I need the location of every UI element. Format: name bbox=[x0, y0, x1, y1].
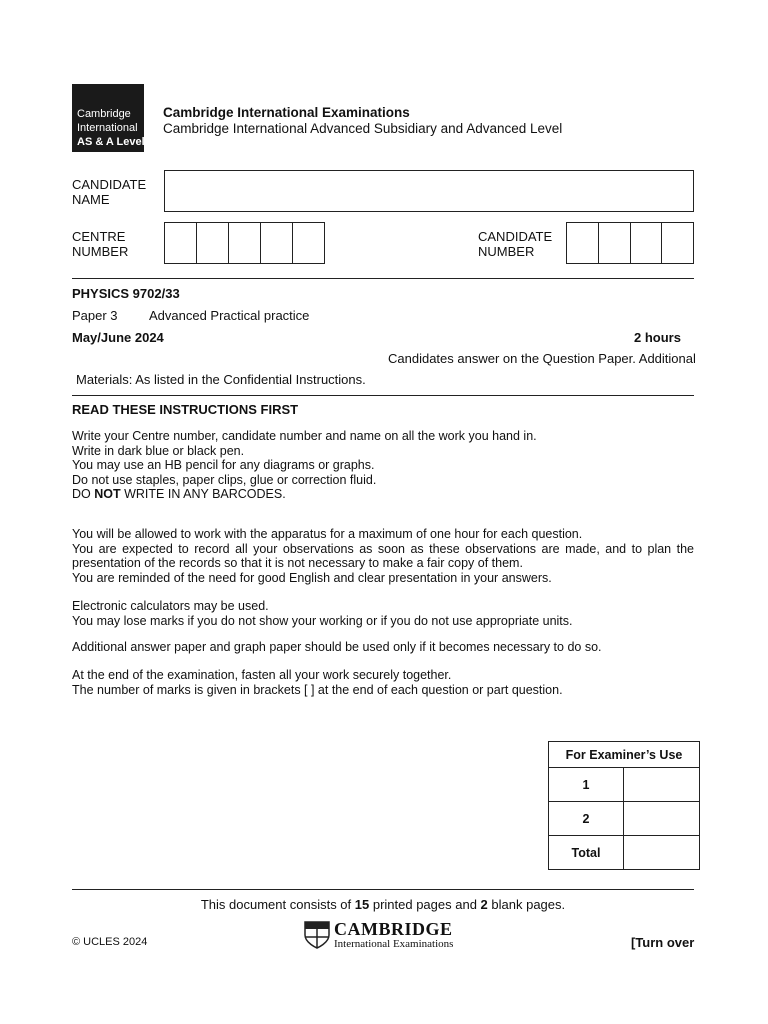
logo-line-2: International bbox=[77, 122, 138, 134]
instruction-line: You are reminded of the need for good English and clear presentation in your answers. bbox=[72, 570, 552, 585]
examiner-use-table bbox=[548, 741, 700, 870]
instruction-line: You may lose marks if you do not show your working or if you do not use appropriate units. bbox=[72, 613, 573, 628]
logo-line-1: Cambridge bbox=[77, 108, 131, 120]
examiner-mark-cell[interactable] bbox=[624, 768, 700, 802]
examiner-mark-cell[interactable] bbox=[624, 802, 700, 836]
instruction-line: Additional answer paper and graph paper should be used only if it becomes necessary to do so. bbox=[72, 640, 602, 654]
cambridge-logo bbox=[72, 84, 144, 152]
divider bbox=[72, 278, 694, 279]
candidate-name-label: CANDIDATE NAME bbox=[72, 177, 147, 207]
instructions-block-1 bbox=[72, 429, 694, 502]
examiner-row-label: 2 bbox=[549, 802, 624, 836]
instruction-line: You will be allowed to work with the apparatus for a maximum of one hour for each question. bbox=[72, 527, 583, 541]
examiner-row-label: Total bbox=[549, 836, 624, 870]
header-title: Cambridge International Examinations bbox=[163, 105, 410, 120]
exam-duration: 2 hours bbox=[634, 330, 681, 345]
candidate-number-label: CANDIDATE NUMBER bbox=[478, 229, 553, 259]
materials: Materials: As listed in the Confidential Instructions. bbox=[76, 372, 366, 387]
divider bbox=[72, 889, 694, 890]
cambridge-wordmark-sub: International Examinations bbox=[334, 938, 454, 950]
instruction-line: At the end of the examination, fasten all your work securely together. bbox=[72, 668, 452, 682]
centre-number-field[interactable] bbox=[164, 222, 325, 264]
divider bbox=[72, 395, 694, 396]
subject-code: PHYSICS 9702/33 bbox=[72, 286, 180, 301]
exam-session: May/June 2024 bbox=[72, 330, 164, 345]
instruction-line: You are expected to record all your observations as soon as these observations are made, and to plan the presentation of the records so that it is not necessary to make a fair copy of them. bbox=[72, 541, 694, 570]
paper-title: Advanced Practical practice bbox=[149, 308, 310, 323]
instruction-line: You may use an HB pencil for any diagrams or graphs. bbox=[72, 458, 375, 472]
paper-number: Paper 3 bbox=[72, 308, 118, 323]
instruction-line: The number of marks is given in brackets [ ] at the end of each question or part question. bbox=[72, 682, 563, 697]
instruction-line-barcodes: DO NOT WRITE IN ANY BARCODES. bbox=[72, 487, 286, 501]
instruction-line: Electronic calculators may be used. bbox=[72, 599, 269, 613]
cambridge-wordmark: CAMBRIDGE bbox=[334, 919, 453, 939]
instructions-heading: READ THESE INSTRUCTIONS FIRST bbox=[72, 402, 299, 417]
instruction-line: Write in dark blue or black pen. bbox=[72, 443, 245, 458]
examiner-mark-cell[interactable] bbox=[624, 836, 700, 870]
candidate-name-field[interactable] bbox=[164, 170, 694, 212]
instructions-block-2 bbox=[72, 527, 694, 585]
copyright: © UCLES 2024 bbox=[72, 936, 148, 948]
centre-number-label: CENTRE NUMBER bbox=[72, 229, 129, 259]
instructions-block-5 bbox=[72, 668, 694, 697]
instruction-line: Write your Centre number, candidate number and name on all the work you hand in. bbox=[72, 429, 537, 443]
answer-note: Candidates answer on the Question Paper. Additional bbox=[388, 351, 696, 366]
turn-over: [Turn over bbox=[631, 935, 695, 950]
instructions-block-3 bbox=[72, 599, 694, 628]
crest-icon bbox=[304, 921, 330, 949]
instructions-block-4 bbox=[72, 640, 694, 655]
candidate-number-field[interactable] bbox=[566, 222, 694, 264]
examiner-table-heading: For Examiner’s Use bbox=[549, 742, 700, 768]
page-count-note: This document consists of 15 printed pages and 2 blank pages. bbox=[200, 897, 566, 912]
logo-line-3: AS & A Level bbox=[77, 136, 145, 148]
instruction-line: Do not use staples, paper clips, glue or correction fluid. bbox=[72, 472, 377, 487]
examiner-row-label: 1 bbox=[549, 768, 624, 802]
header-subtitle: Cambridge International Advanced Subsidiary and Advanced Level bbox=[163, 121, 563, 136]
